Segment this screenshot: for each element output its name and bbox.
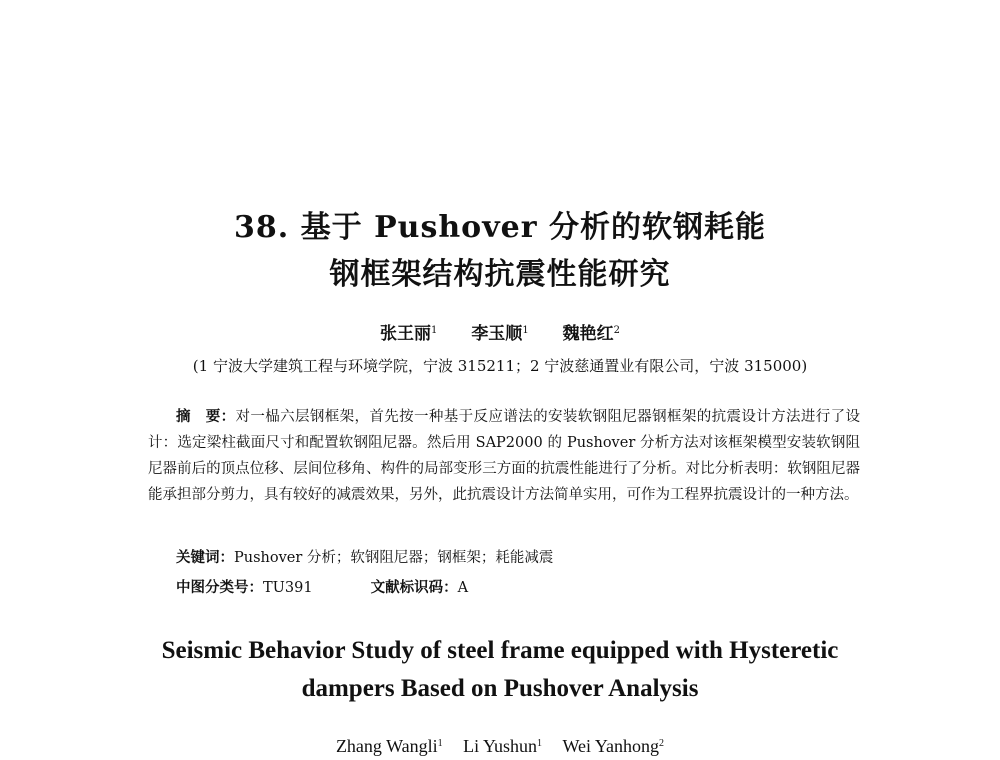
author-name: Wei Yanhong <box>562 736 660 756</box>
author-affil-mark: 2 <box>659 738 665 749</box>
author-name: Li Yushun <box>463 736 537 756</box>
author-cn <box>471 324 528 344</box>
author-en <box>336 736 443 756</box>
title-en-line-1: Seismic Behavior Study of steel frame equipped with Hysteretic <box>161 637 839 664</box>
doc-code-label: 文献标识码： <box>370 579 458 596</box>
author-name: 魏艳红 <box>562 324 614 344</box>
author-affil-mark: 2 <box>613 325 620 336</box>
author-en <box>562 736 664 756</box>
author-affil-mark: 1 <box>437 738 443 749</box>
abstract-text: 对一榀六层钢框架，首先按一种基于反应谱法的安装软钢阻尼器钢框架的抗震设计方法进行了设计：选定梁柱截面尺寸和配置软钢阻尼器。然后用 SAP2000 的 Pushover 分析方法对该框架模型安装软钢阻尼器前后的顶点位移、层间位移角、构件的局部变形三方面的抗震性能进行了分析。对比分析表明：软钢阻尼器能承担部分剪力，具有较好的减震效果，另外，此抗震设计方法简单实用，可作为工程界抗震设计的一种方法。 <box>148 409 861 503</box>
abstract-label: 摘 要： <box>176 408 236 425</box>
doc-code-value: A <box>457 580 469 596</box>
authors-cn <box>0 318 1000 347</box>
author-affil-mark: 1 <box>536 738 542 749</box>
title-en-line-2: dampers Based on Pushover Analysis <box>301 675 699 702</box>
author-name: 李玉顺 <box>471 324 523 344</box>
author-name: 张王丽 <box>380 324 432 344</box>
keywords-text: Pushover 分析；软钢阻尼器；钢框架；耗能减震 <box>234 550 554 566</box>
author-cn <box>563 324 620 344</box>
author-affil-mark: 1 <box>431 325 438 336</box>
author-affil-mark: 1 <box>522 325 529 336</box>
title-cn-line-2: 钢框架结构抗震性能研究 <box>329 257 671 292</box>
title-cn-line-1: 38. 基于 Pushover 分析的软钢耗能 <box>234 210 766 245</box>
keywords-label: 关键词： <box>176 549 234 566</box>
classification <box>176 576 866 600</box>
affiliation: (1 宁波大学建筑工程与环境学院，宁波 315211；2 宁波慈通置业有限公司，宁波 315000) <box>192 357 808 375</box>
author-name: Zhang Wangli <box>335 736 438 756</box>
abstract <box>148 404 860 508</box>
authors-en <box>0 731 1000 759</box>
clc-value: TU391 <box>263 580 313 596</box>
author-cn <box>380 324 437 344</box>
author-en <box>463 736 542 756</box>
keywords <box>176 546 866 570</box>
clc-label: 中图分类号： <box>176 579 263 596</box>
